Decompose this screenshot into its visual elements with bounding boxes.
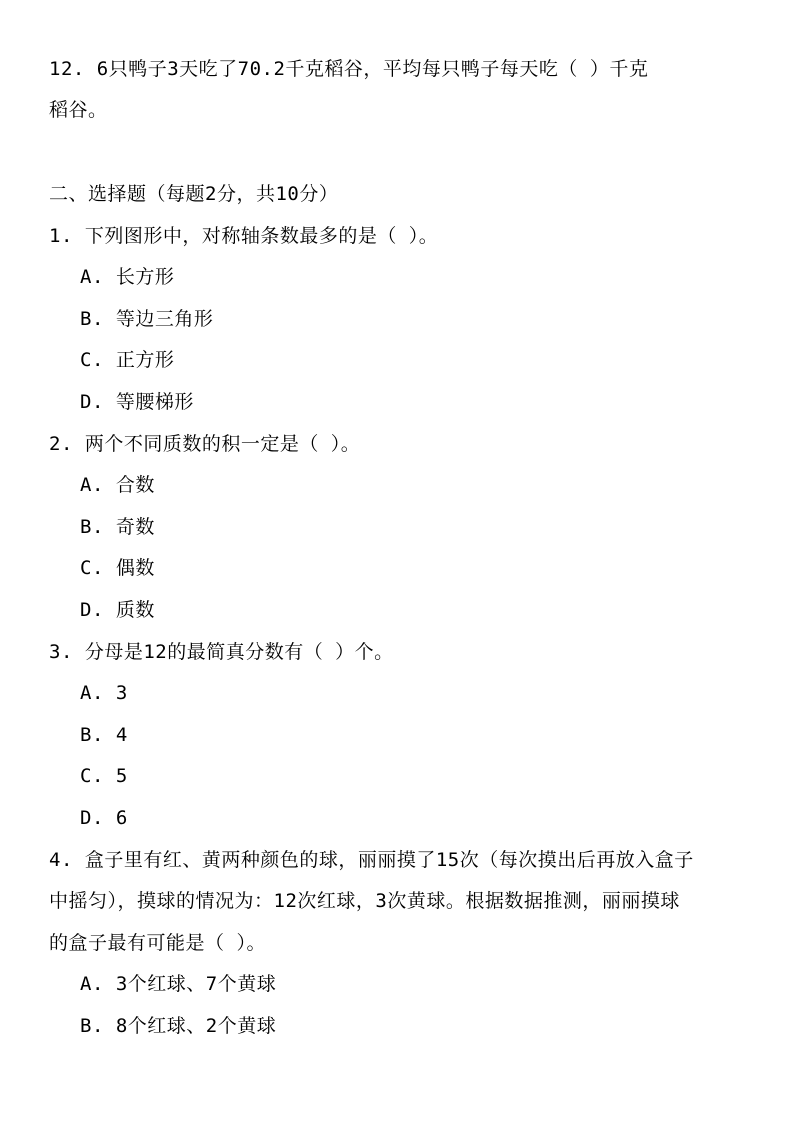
question-2-stem: 2. 两个不同质数的积一定是（ ）。 <box>49 433 361 455</box>
question-3-stem: 3. 分母是12的最简真分数有（ ）个。 <box>49 641 394 663</box>
question-3-option-b: B. 4 <box>80 724 128 746</box>
question-2-option-b: B. 奇数 <box>80 516 155 538</box>
question-2-option-d: D. 质数 <box>80 599 155 621</box>
question-3-option-d: D. 6 <box>80 807 128 829</box>
question-1-option-b: B. 等边三角形 <box>80 308 214 330</box>
section-title: 二、选择题（每题2分，共10分） <box>49 183 339 205</box>
question-4-stem-line-1: 4. 盒子里有红、黄两种颜色的球，丽丽摸了15次（每次摸出后再放入盒子 <box>49 849 694 871</box>
question-2-option-c: C. 偶数 <box>80 557 155 579</box>
question-1-option-c: C. 正方形 <box>80 349 175 371</box>
question-3-option-a: A. 3 <box>80 682 128 704</box>
question-4-option-b: B. 8个红球、2个黄球 <box>80 1015 277 1037</box>
question-4-stem-line-3: 的盒子最有可能是（ ）。 <box>49 932 266 954</box>
question-12-line-2: 稻谷。 <box>49 99 108 121</box>
question-3-option-c: C. 5 <box>80 765 128 787</box>
question-4-stem-line-2: 中摇匀），摸球的情况为：12次红球，3次黄球。根据数据推测，丽丽摸球 <box>49 890 680 912</box>
question-1-option-a: A. 长方形 <box>80 266 175 288</box>
question-4-option-a: A. 3个红球、7个黄球 <box>80 973 277 995</box>
question-1-option-d: D. 等腰梯形 <box>80 391 194 413</box>
question-2-option-a: A. 合数 <box>80 474 155 496</box>
question-1-stem: 1. 下列图形中，对称轴条数最多的是（ ）。 <box>49 225 439 247</box>
question-12-line-1: 12. 6只鸭子3天吃了70.2千克稻谷，平均每只鸭子每天吃（ ）千克 <box>49 58 649 80</box>
